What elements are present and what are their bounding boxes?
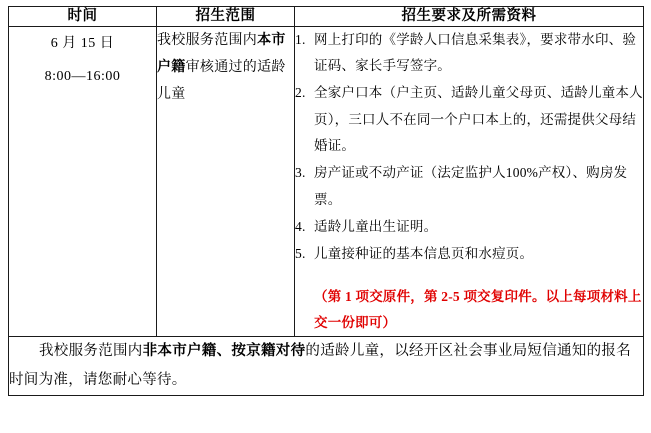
table-footer-row <box>9 337 644 396</box>
list-item-text: 房产证或不动产证（法定监护人100%产权）、购房发票。 <box>314 165 628 207</box>
list-item-text: 网上打印的《学龄人口信息采集表》，要求带水印、验证码、家长手写签字。 <box>314 31 637 74</box>
red-note: （第 1 项交原件，第 2-5 项交复印件。以上每项材料上交一份即可） <box>314 288 642 330</box>
scope-text-part-3: 审核通过的适龄儿童 <box>157 60 286 103</box>
requirement-list <box>295 27 643 268</box>
list-item-number: 3. <box>295 165 306 181</box>
table-header <box>9 7 644 27</box>
table-body <box>9 26 644 395</box>
list-item-text: 儿童接种证的基本信息页和水痘页。 <box>314 246 534 262</box>
column-header-requirements: 招生要求及所需资料 <box>295 7 644 27</box>
column-header-scope: 招生范围 <box>157 7 295 27</box>
admission-table <box>8 6 644 396</box>
list-item <box>295 80 643 159</box>
time-range: 8:00—16:00 <box>44 69 121 85</box>
list-item <box>295 214 643 240</box>
list-item <box>295 160 643 213</box>
table-row <box>9 26 644 336</box>
cell-footer-note <box>9 337 644 396</box>
cell-scope <box>157 26 295 336</box>
time-date: 6 月 15 日 <box>50 35 115 51</box>
list-item-text: 适龄儿童出生证明。 <box>314 219 438 235</box>
table-header-row <box>9 7 644 27</box>
footer-text-part-3: 的适龄儿童，以经开区社会事业局短信通知的报名时间为准，请您耐心等待。 <box>9 343 632 389</box>
scope-text-part-1: 我校服务范围内 <box>157 32 258 48</box>
column-header-time: 时间 <box>9 7 157 27</box>
list-item-number: 5. <box>295 246 306 262</box>
list-item <box>295 241 643 267</box>
list-item-text: 全家户口本（户主页、适龄儿童父母页、适龄儿童本人页），三口人不在同一个户口本上的，还需提供父母结婚证。 <box>314 85 643 154</box>
list-item-number: 4. <box>295 219 306 235</box>
cell-requirements <box>295 26 644 336</box>
cell-time <box>9 26 157 336</box>
scope-text-part-2: 本市户籍 <box>157 32 286 76</box>
footer-text-part-2: 非本市户籍、按京籍对待 <box>142 343 306 360</box>
list-item <box>295 27 643 80</box>
list-item-number: 1. <box>295 31 306 47</box>
footer-text-part-1: 我校服务范围内 <box>39 343 143 360</box>
list-item-number: 2. <box>295 85 306 101</box>
